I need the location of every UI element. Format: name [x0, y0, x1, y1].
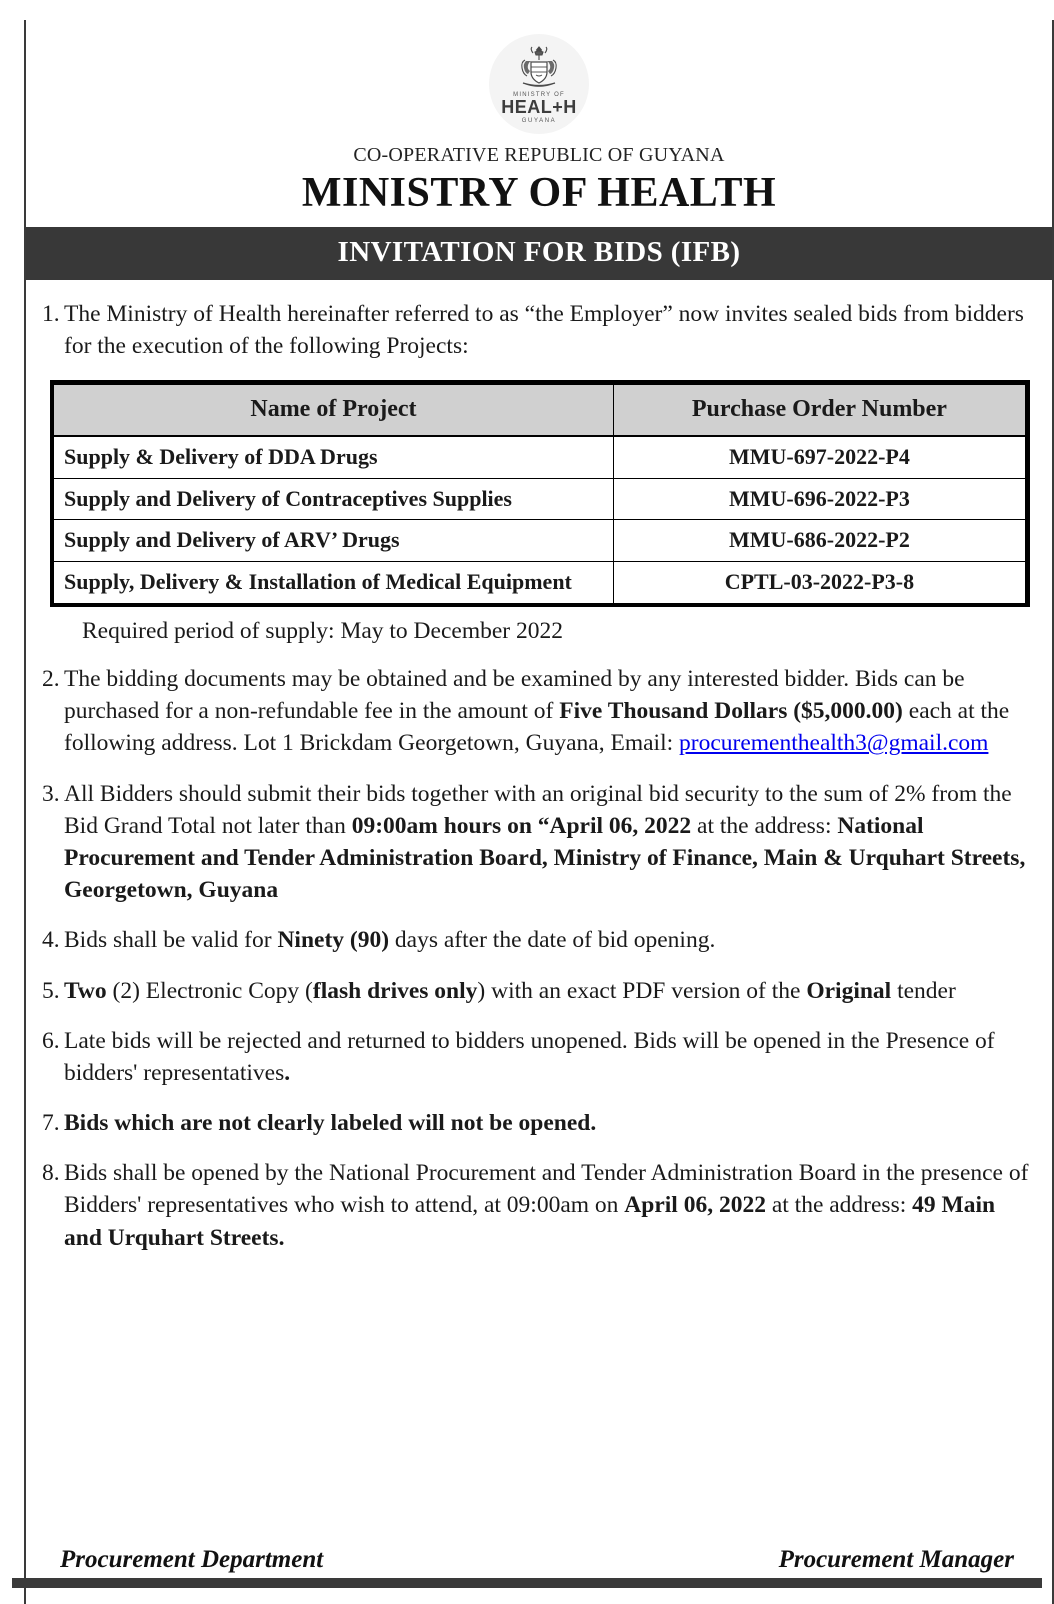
masthead [26, 20, 1052, 215]
clause-8-number: 8. [42, 1160, 60, 1187]
clause-4-part2: days after the date of bid opening. [389, 927, 716, 954]
clause-6-number: 6. [42, 1027, 60, 1054]
clause-1 [36, 298, 1038, 362]
cell-purchase-order: MMU-696-2022-P3 [613, 478, 1025, 520]
clause-5-bold3: Original [806, 977, 892, 1004]
cell-project-name: Supply & Delivery of DDA Drugs [54, 436, 614, 478]
clause-3-part2: at the address: [691, 812, 838, 839]
clause-1-number: 1. [42, 301, 60, 328]
clause-4 [36, 924, 1038, 956]
clause-5-text [64, 975, 1038, 1007]
table-row [54, 436, 1026, 478]
signature-left: Procurement Department [60, 1546, 324, 1573]
clause-5-number: 5. [42, 977, 60, 1004]
cell-purchase-order: MMU-697-2022-P4 [613, 436, 1025, 478]
cell-project-name: Supply and Delivery of Contraceptives Supplies [54, 478, 614, 520]
ministry-of-health-logo [489, 34, 589, 134]
signature-right: Procurement Manager [778, 1546, 1014, 1573]
clause-8-text [64, 1157, 1038, 1254]
guyana-coat-of-arms-icon [512, 45, 566, 91]
clause-2 [36, 663, 1038, 760]
table-row [54, 562, 1026, 604]
clause-2-number: 2. [42, 666, 60, 693]
logo-guyana-text: GUYANA [521, 117, 557, 124]
projects-table [53, 383, 1026, 604]
clause-7 [36, 1107, 1038, 1139]
clause-8-part2: at the address: [765, 1192, 913, 1219]
email-link[interactable]: procurementhealth3@gmail.com [679, 730, 989, 757]
page-title: MINISTRY OF HEALTH [301, 170, 777, 216]
clause-6 [36, 1025, 1038, 1089]
cell-project-name: Supply and Delivery of ARV’ Drugs [54, 520, 614, 562]
clause-2-part1: The bidding documents may be obtained and be examined by any interested bidder. Bids can be purchased for a non-refundable fee in the amount of [64, 666, 965, 725]
clause-7-number: 7. [42, 1110, 60, 1137]
clause-2-fee: Five Thousand Dollars ($5,000.00) [559, 698, 903, 725]
column-header-purchase-order-number: Purchase Order Number [613, 384, 1025, 435]
country-line: CO-OPERATIVE REPUBLIC OF GUYANA [353, 144, 725, 166]
bottom-rule [12, 1578, 1042, 1588]
table-header-row [54, 384, 1026, 435]
clause-5-bold1: Two [64, 977, 107, 1004]
document-body [26, 298, 1052, 1254]
signature-row [26, 1546, 1052, 1574]
cell-purchase-order: CPTL-03-2022-P3-8 [613, 562, 1025, 604]
clause-2-part2: each at the following address. Lot 1 Brickdam Georgetown, Guyana, Email: [64, 698, 1010, 757]
table-row [54, 520, 1026, 562]
clause-3-text [64, 778, 1038, 907]
clause-4-text [64, 924, 1038, 956]
clause-8-date: April 06, 2022 [624, 1192, 766, 1219]
cell-project-name: Supply, Delivery & Installation of Medical Equipment [54, 562, 614, 604]
clause-4-validity: Ninety (90) [277, 927, 390, 954]
clause-4-part1: Bids shall be valid for [64, 927, 278, 954]
clause-3-part1: All Bidders should submit their bids together with an original bid security to the sum of 2% from the Bid Grand Total not later than [64, 780, 1012, 839]
clause-1-text: The Ministry of Health hereinafter referred to as “the Employer” now invites sealed bids from bidders for the execution of the following Projects: [64, 301, 1024, 360]
clause-6-part1: Late bids will be rejected and returned to bidders unopened. Bids will be opened in the Presence of bidders' representatives [64, 1027, 995, 1086]
clause-5-bold2: flash drives only [312, 977, 478, 1004]
clause-4-number: 4. [42, 927, 60, 954]
clause-6-text [64, 1025, 1038, 1089]
clause-5-part1: (2) Electronic Copy ( [106, 977, 313, 1004]
clause-3 [36, 778, 1038, 907]
clause-5-part3: tender [891, 977, 956, 1004]
document-sheet [24, 20, 1054, 1604]
clause-3-deadline: 09:00am hours on “April 06, 2022 [351, 812, 692, 839]
clause-3-number: 3. [42, 780, 60, 807]
clause-2-text [64, 663, 1038, 760]
clause-7-text [64, 1107, 1038, 1139]
clause-3-address: National Procurement and Tender Administration Board, Ministry of Finance, Main & Urquhart Streets, Georgetown, Guyana [64, 812, 1026, 904]
logo-ministry-of-text: MINISTRY OF [513, 91, 565, 98]
clause-5 [36, 975, 1038, 1007]
clause-8 [36, 1157, 1038, 1254]
required-period-note: Required period of supply: May to December 2022 [82, 618, 563, 645]
clause-8-part1: Bids shall be opened by the National Procurement and Tender Administration Board in the presence of Bidders' representatives who wish to attend, at 09:00am on [64, 1160, 1029, 1219]
clause-8-address: 49 Main and Urquhart Streets. [64, 1192, 996, 1251]
column-header-name-of-project: Name of Project [54, 384, 614, 435]
projects-table-wrapper [50, 380, 1030, 607]
clause-6-period: . [284, 1059, 291, 1086]
cell-purchase-order: MMU-686-2022-P2 [613, 520, 1025, 562]
invitation-banner: INVITATION FOR BIDS (IFB) [26, 227, 1052, 280]
logo-health-text: HEAL+H [501, 96, 577, 117]
crest-wrapper [26, 34, 1052, 134]
table-row [54, 478, 1026, 520]
clause-7-bold: Bids which are not clearly labeled will not be opened. [64, 1110, 597, 1137]
clause-5-part2: ) with an exact PDF version of the [477, 977, 807, 1004]
